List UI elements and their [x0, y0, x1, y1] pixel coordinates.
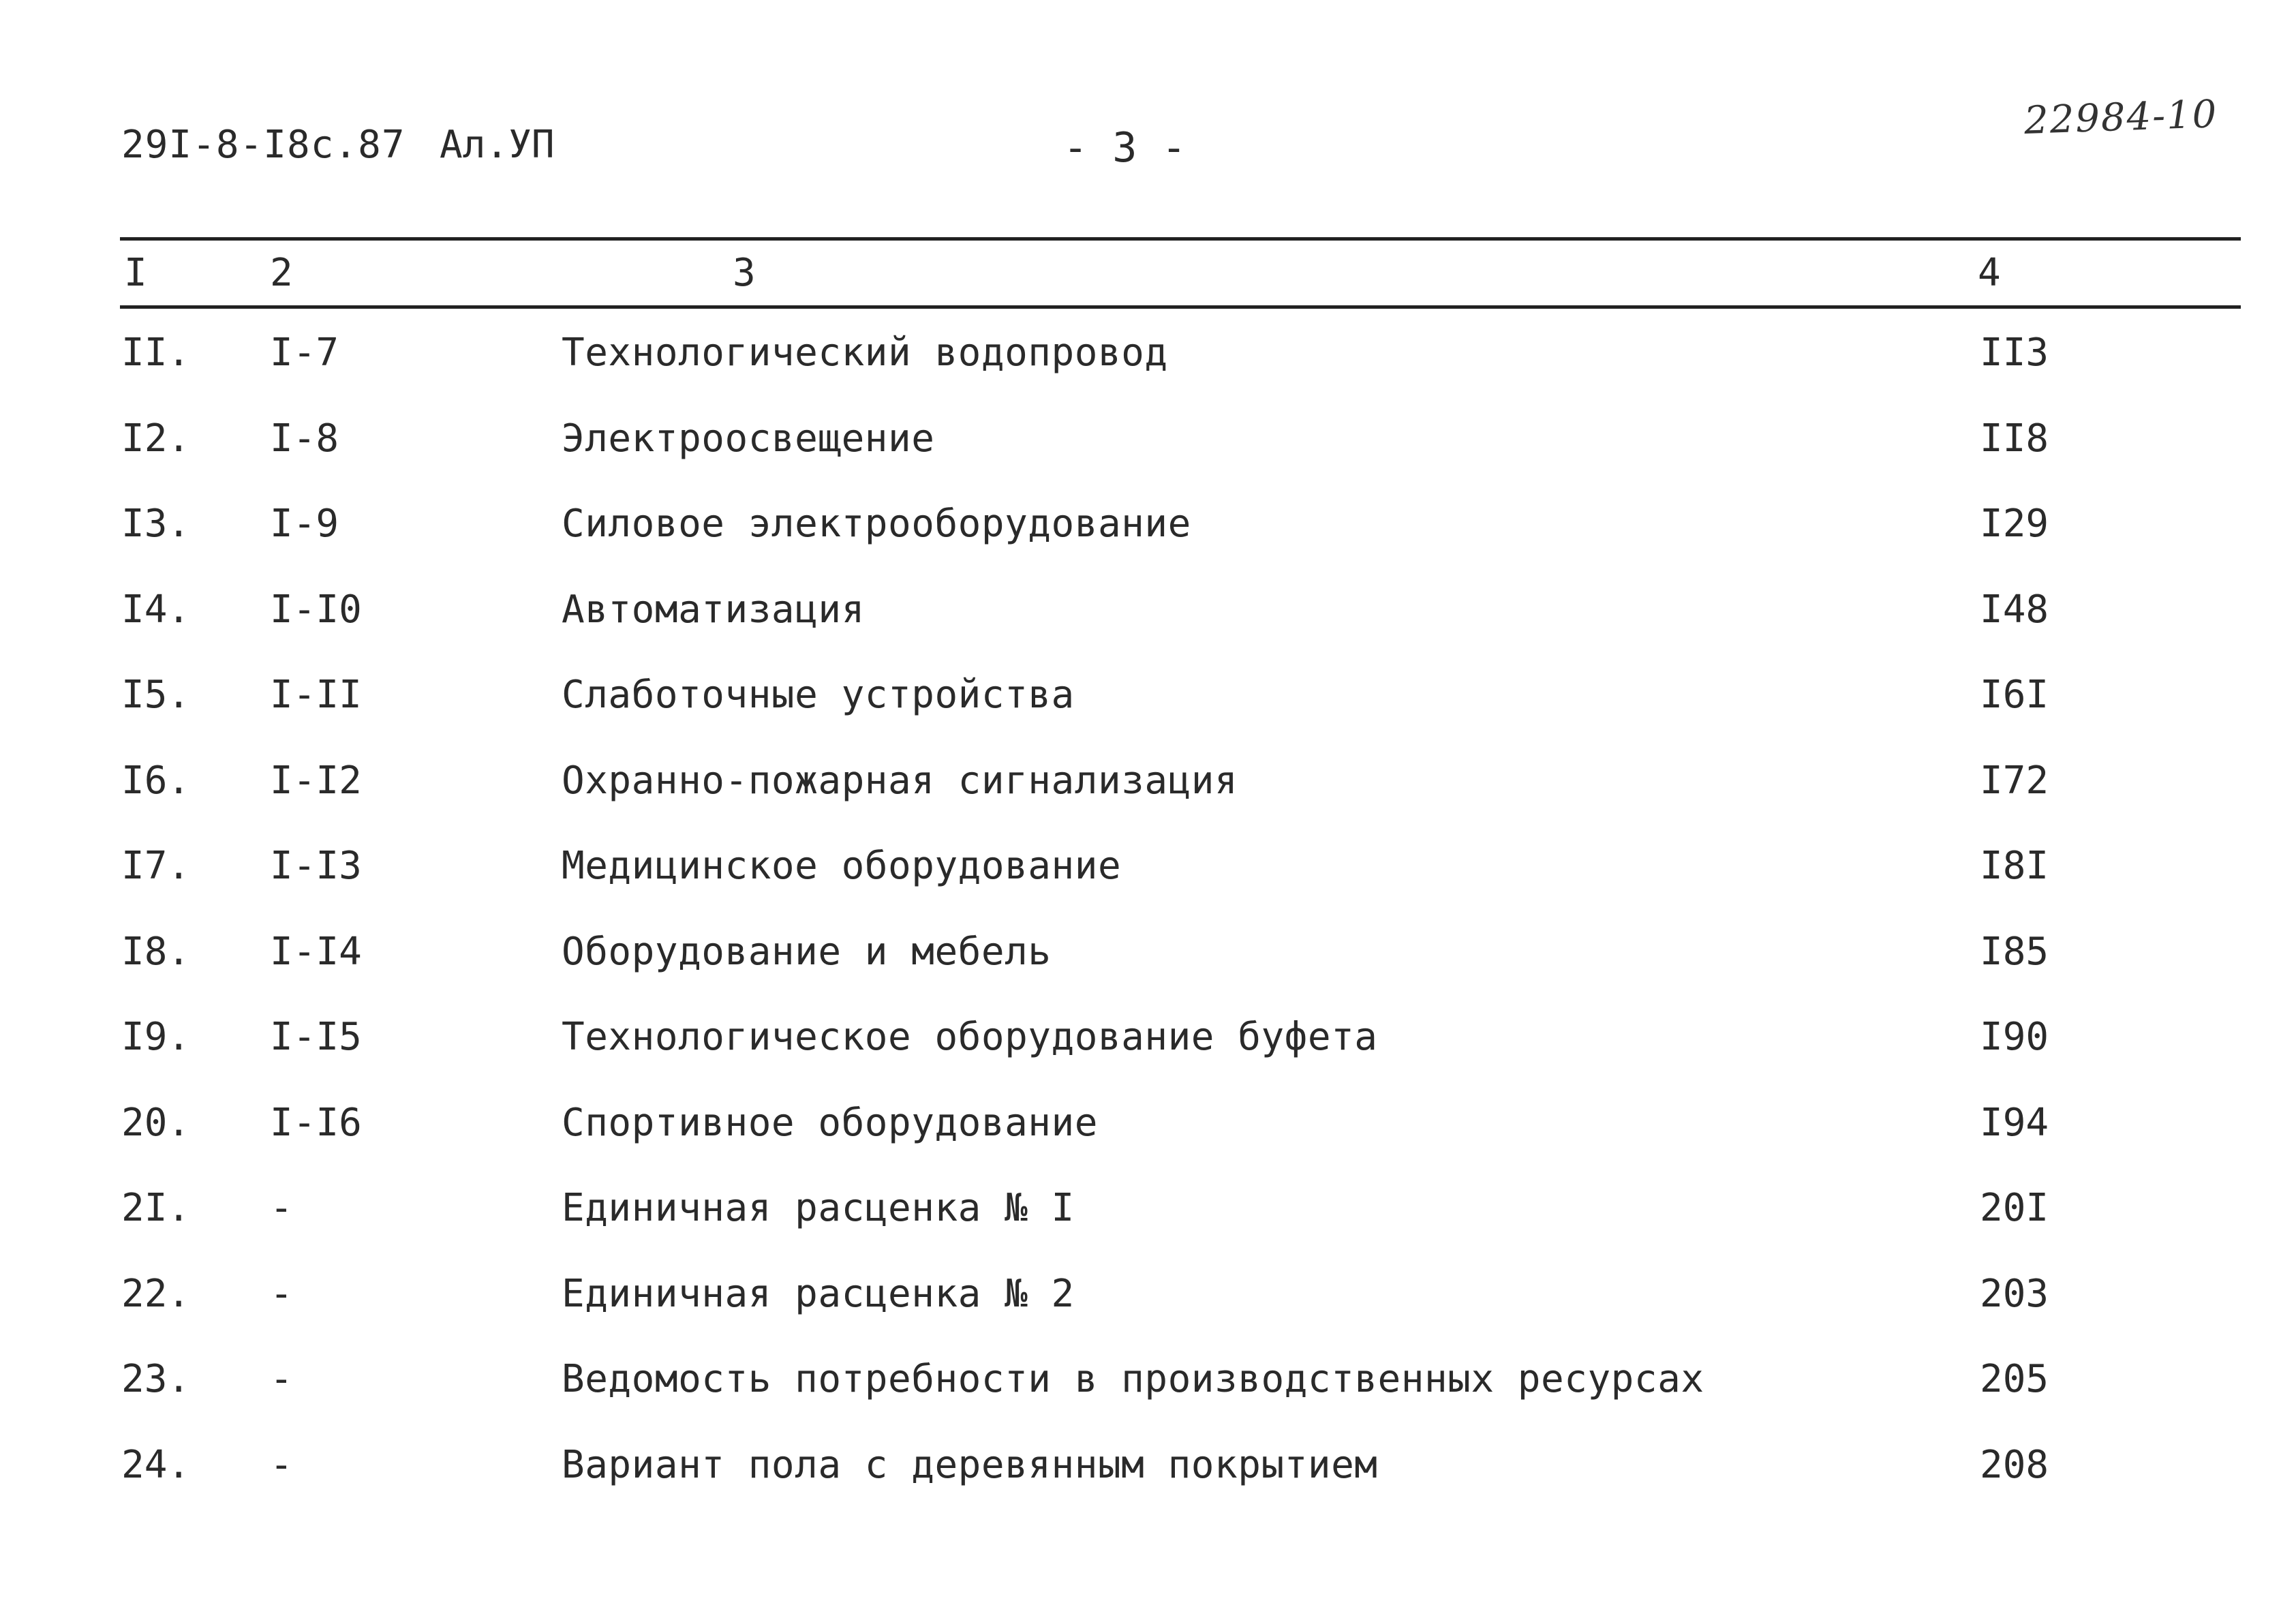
row-number: I5.	[121, 673, 191, 717]
row-page: I94	[1980, 1100, 2049, 1145]
row-number: 20.	[121, 1100, 191, 1145]
column-header-2: 2	[270, 251, 293, 295]
contents-table	[0, 331, 2296, 1528]
row-title: Оборудование и мебель	[562, 929, 1052, 974]
row-code: -	[270, 1442, 293, 1487]
row-number: 24.	[121, 1442, 191, 1487]
table-row	[0, 416, 2296, 502]
row-code: -	[270, 1271, 293, 1316]
row-number: I7.	[121, 844, 191, 888]
row-title: Ведомость потребности в производственных ресурсах	[562, 1357, 1704, 1401]
row-code: I-I4	[270, 929, 362, 974]
row-page: I29	[1980, 502, 2049, 546]
row-number: II.	[121, 331, 191, 375]
table-header-rule	[120, 305, 2241, 309]
row-number: 22.	[121, 1271, 191, 1316]
table-row	[0, 1357, 2296, 1443]
album-number: Ал.УП	[440, 123, 555, 167]
row-title: Охранно-пожарная сигнализация	[562, 758, 1238, 803]
row-page: II3	[1980, 331, 2049, 375]
row-code: I-I5	[270, 1015, 362, 1059]
row-title: Электроосвещение	[562, 416, 935, 461]
row-code: I-8	[270, 416, 339, 461]
row-title: Медицинское оборудование	[562, 844, 1122, 888]
row-title: Спортивное оборудование	[562, 1100, 1098, 1145]
row-code: I-I2	[270, 758, 362, 803]
table-row	[0, 502, 2296, 587]
table-row	[0, 1272, 2296, 1358]
table-row	[0, 1443, 2296, 1529]
row-page: I6I	[1980, 673, 2049, 717]
row-code: I-9	[270, 502, 339, 546]
row-number: I4.	[121, 587, 191, 632]
table-row	[0, 930, 2296, 1015]
table-row	[0, 844, 2296, 930]
handwritten-inventory-number: 22984-10	[2023, 92, 2219, 143]
table-row	[0, 331, 2296, 416]
row-page: I72	[1980, 758, 2049, 803]
row-number: 23.	[121, 1357, 191, 1401]
table-row	[0, 1186, 2296, 1272]
row-page: I85	[1980, 929, 2049, 974]
row-number: I3.	[121, 502, 191, 546]
row-page: I90	[1980, 1015, 2049, 1059]
row-page: II8	[1980, 416, 2049, 461]
column-header-3: 3	[733, 251, 756, 295]
row-number: 2I.	[121, 1186, 191, 1230]
row-title: Слаботочные устройства	[562, 673, 1075, 717]
table-row	[0, 759, 2296, 844]
table-row	[0, 1101, 2296, 1187]
row-title: Автоматизация	[562, 587, 865, 632]
row-page: 208	[1980, 1442, 2049, 1487]
row-title: Технологический водопровод	[562, 331, 1168, 375]
row-code: I-I3	[270, 844, 362, 888]
row-page: 203	[1980, 1271, 2049, 1316]
row-title: Вариант пола с деревянным покрытием	[562, 1442, 1378, 1487]
row-number: I8.	[121, 929, 191, 974]
table-top-rule	[120, 237, 2241, 241]
column-header-4: 4	[1978, 251, 2001, 295]
document-code: 29I-8-I8с.87	[121, 123, 405, 167]
row-code: I-I6	[270, 1100, 362, 1145]
row-number: I6.	[121, 758, 191, 803]
column-header-1: I	[124, 251, 147, 295]
row-page: I48	[1980, 587, 2049, 632]
row-code: I-I0	[270, 587, 362, 632]
table-row	[0, 1015, 2296, 1101]
table-row	[0, 587, 2296, 673]
row-page: 20I	[1980, 1186, 2049, 1230]
row-title: Единичная расценка № I	[562, 1186, 1075, 1230]
row-code: -	[270, 1357, 293, 1401]
row-code: -	[270, 1186, 293, 1230]
table-row	[0, 673, 2296, 759]
row-code: I-7	[270, 331, 339, 375]
row-title: Силовое электрооборудование	[562, 502, 1191, 546]
row-number: I2.	[121, 416, 191, 461]
page-number: - 3 -	[1063, 124, 1187, 172]
row-code: I-II	[270, 673, 362, 717]
row-page: I8I	[1980, 844, 2049, 888]
row-number: I9.	[121, 1015, 191, 1059]
row-title: Единичная расценка № 2	[562, 1271, 1075, 1316]
row-page: 205	[1980, 1357, 2049, 1401]
row-title: Технологическое оборудование буфета	[562, 1015, 1378, 1059]
